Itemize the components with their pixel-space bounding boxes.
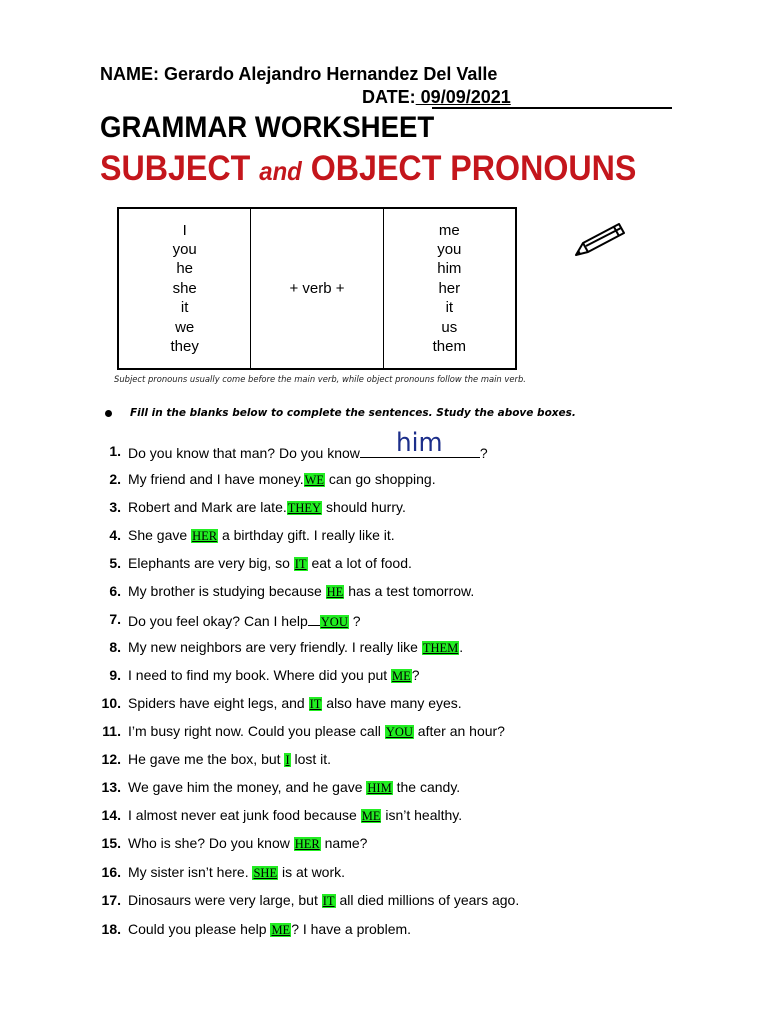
pencil-icon: [574, 217, 626, 259]
subject-pronoun: you: [172, 240, 197, 258]
answer-highlight[interactable]: IT: [294, 557, 307, 571]
date-label: DATE:: [362, 87, 416, 107]
subject-pronoun: he: [176, 260, 193, 278]
object-pronoun: her: [438, 279, 461, 297]
sentence-end: .: [459, 639, 464, 655]
subject-pronoun: it: [180, 299, 189, 317]
answer-highlight[interactable]: THEM: [422, 641, 459, 655]
question-text: [128, 807, 462, 824]
sentence-start: My friend and I have money.: [128, 471, 304, 487]
question-number: 10.: [101, 695, 121, 711]
sentence-end: the candy.: [392, 779, 461, 795]
sentence-end: ? I have a problem.: [291, 921, 412, 937]
question-number: 2.: [109, 471, 121, 487]
verb-label: + verb +: [289, 279, 345, 297]
sentence-end: is at work.: [278, 864, 346, 880]
sentence-start: Could you please help: [128, 921, 271, 937]
subtitle-and: and: [259, 156, 302, 186]
sentence-end: name?: [320, 835, 368, 851]
sentence-end: has a test tomorrow.: [344, 583, 475, 599]
answer-highlight[interactable]: YOU: [385, 725, 413, 739]
answer-highlight[interactable]: THEY: [287, 501, 322, 515]
subject-pronoun: she: [172, 279, 197, 297]
sentence-end: also have many eyes.: [322, 695, 462, 711]
question-number: 15.: [101, 835, 121, 851]
sentence-start: Robert and Mark are late.: [128, 499, 287, 515]
subject-pronoun: they: [170, 338, 199, 356]
answer-highlight[interactable]: SHE: [253, 866, 278, 880]
sentence-start: I need to find my book. Where did you put: [128, 667, 392, 683]
worksheet-title: GRAMMAR WORKSHEET: [100, 111, 435, 144]
question-number: 17.: [101, 892, 121, 908]
question-text: [128, 471, 436, 488]
question-number: 13.: [101, 779, 121, 795]
date-line: [362, 87, 511, 108]
sentence-start: My new neighbors are very friendly. I really like: [128, 639, 422, 655]
date-underline: [432, 107, 672, 109]
answer-highlight[interactable]: ME: [271, 923, 291, 937]
answer-highlight[interactable]: WE: [304, 473, 325, 487]
verb-column: [250, 209, 382, 368]
sentence-end: ?: [479, 445, 488, 461]
question-number: 3.: [109, 499, 121, 515]
answer-highlight[interactable]: HIM: [367, 781, 392, 795]
question-number: 18.: [101, 921, 121, 937]
question-text: [128, 611, 361, 630]
subtitle-object: OBJECT PRONOUNS: [310, 149, 637, 188]
subject-pronoun-column: [119, 209, 250, 368]
question-text: [128, 639, 463, 656]
subject-pronoun: we: [175, 318, 195, 336]
question-number: 11.: [102, 723, 121, 739]
answer-highlight[interactable]: HER: [192, 529, 218, 543]
sentence-end: all died millions of years ago.: [335, 892, 520, 908]
object-pronoun: it: [445, 299, 454, 317]
sentence-start: We gave him the money, and he gave: [128, 779, 367, 795]
question-number: 16.: [101, 864, 121, 880]
sentence-start: Do you feel okay? Can I help: [128, 613, 308, 629]
object-pronoun: you: [437, 240, 462, 258]
answer-blank: [308, 611, 320, 626]
question-number: 5.: [109, 555, 121, 571]
question-number: 9.: [109, 667, 121, 683]
sentence-end: should hurry.: [322, 499, 406, 515]
bullet-icon: [105, 410, 112, 417]
sentence-end: after an hour?: [413, 723, 505, 739]
object-pronoun: him: [437, 260, 462, 278]
answer-highlight[interactable]: IT: [309, 697, 322, 711]
student-name: NAME: Gerardo Alejandro Hernandez Del Valle: [100, 64, 498, 84]
instruction-text: Fill in the blanks below to complete the sentences. Study the above boxes.: [130, 407, 576, 419]
sentence-end: ?: [411, 667, 420, 683]
question-text: [128, 892, 519, 909]
question-text: [128, 723, 505, 740]
answer-highlight[interactable]: IT: [322, 894, 335, 908]
question-number: 1.: [109, 443, 121, 459]
answer-highlight[interactable]: ME: [392, 669, 411, 683]
question-number: 6.: [109, 583, 121, 599]
question-number: 12.: [101, 751, 121, 767]
sentence-start: She gave: [128, 527, 192, 543]
question-number: 7.: [109, 611, 121, 627]
worksheet-subtitle: [100, 149, 636, 189]
question-number: 4.: [109, 527, 121, 543]
answer-highlight[interactable]: YOU: [320, 615, 348, 629]
question-number: 8.: [109, 639, 121, 655]
sentence-end: can go shopping.: [325, 471, 436, 487]
object-pronoun: us: [441, 318, 458, 336]
sentence-start: Dinosaurs were very large, but: [128, 892, 322, 908]
question-number: 14.: [101, 807, 121, 823]
question-text: [128, 667, 420, 684]
answer-highlight[interactable]: HE: [326, 585, 344, 599]
sentence-start: I almost never eat junk food because: [128, 807, 361, 823]
sentence-end: a birthday gift. I really like it.: [218, 527, 395, 543]
sentence-start: My brother is studying because: [128, 583, 326, 599]
question-text: [128, 835, 367, 852]
subject-pronoun: I: [182, 221, 187, 239]
question-text: [128, 921, 411, 938]
object-pronoun-column: [383, 209, 515, 368]
sentence-start: Do you know that man? Do you know: [128, 445, 360, 461]
question-text: [128, 779, 460, 796]
sentence-end: lost it.: [290, 751, 332, 767]
question-text: [128, 555, 412, 572]
sentence-start: My sister isn’t here.: [128, 864, 253, 880]
answer-highlight[interactable]: ME: [361, 809, 381, 823]
sentence-end: eat a lot of food.: [307, 555, 412, 571]
date-value: 09/09/2021: [415, 87, 511, 107]
answer-highlight[interactable]: HER: [294, 837, 320, 851]
pronoun-table: [117, 207, 517, 370]
sentence-start: Spiders have eight legs, and: [128, 695, 309, 711]
sentence-start: I’m busy right now. Could you please call: [128, 723, 385, 739]
sentence-start: Who is she? Do you know: [128, 835, 294, 851]
object-pronoun: me: [438, 221, 460, 239]
handwritten-answer: him: [396, 428, 443, 458]
question-text: [128, 695, 462, 712]
answer-highlight[interactable]: I: [285, 753, 290, 767]
sentence-end: ?: [348, 613, 361, 629]
sentence-start: Elephants are very big, so: [128, 555, 294, 571]
question-text: [128, 583, 474, 600]
sentence-start: He gave me the box, but: [128, 751, 285, 767]
question-text: [128, 751, 331, 768]
question-text: [128, 499, 406, 516]
sentence-end: isn’t healthy.: [381, 807, 463, 823]
question-text: [128, 527, 395, 544]
question-text: [128, 864, 345, 881]
subtitle-subject: SUBJECT: [100, 149, 251, 188]
grammar-note: Subject pronouns usually come before the main verb, while object pronouns follow the main verb.: [114, 374, 526, 384]
object-pronoun: them: [432, 338, 466, 356]
